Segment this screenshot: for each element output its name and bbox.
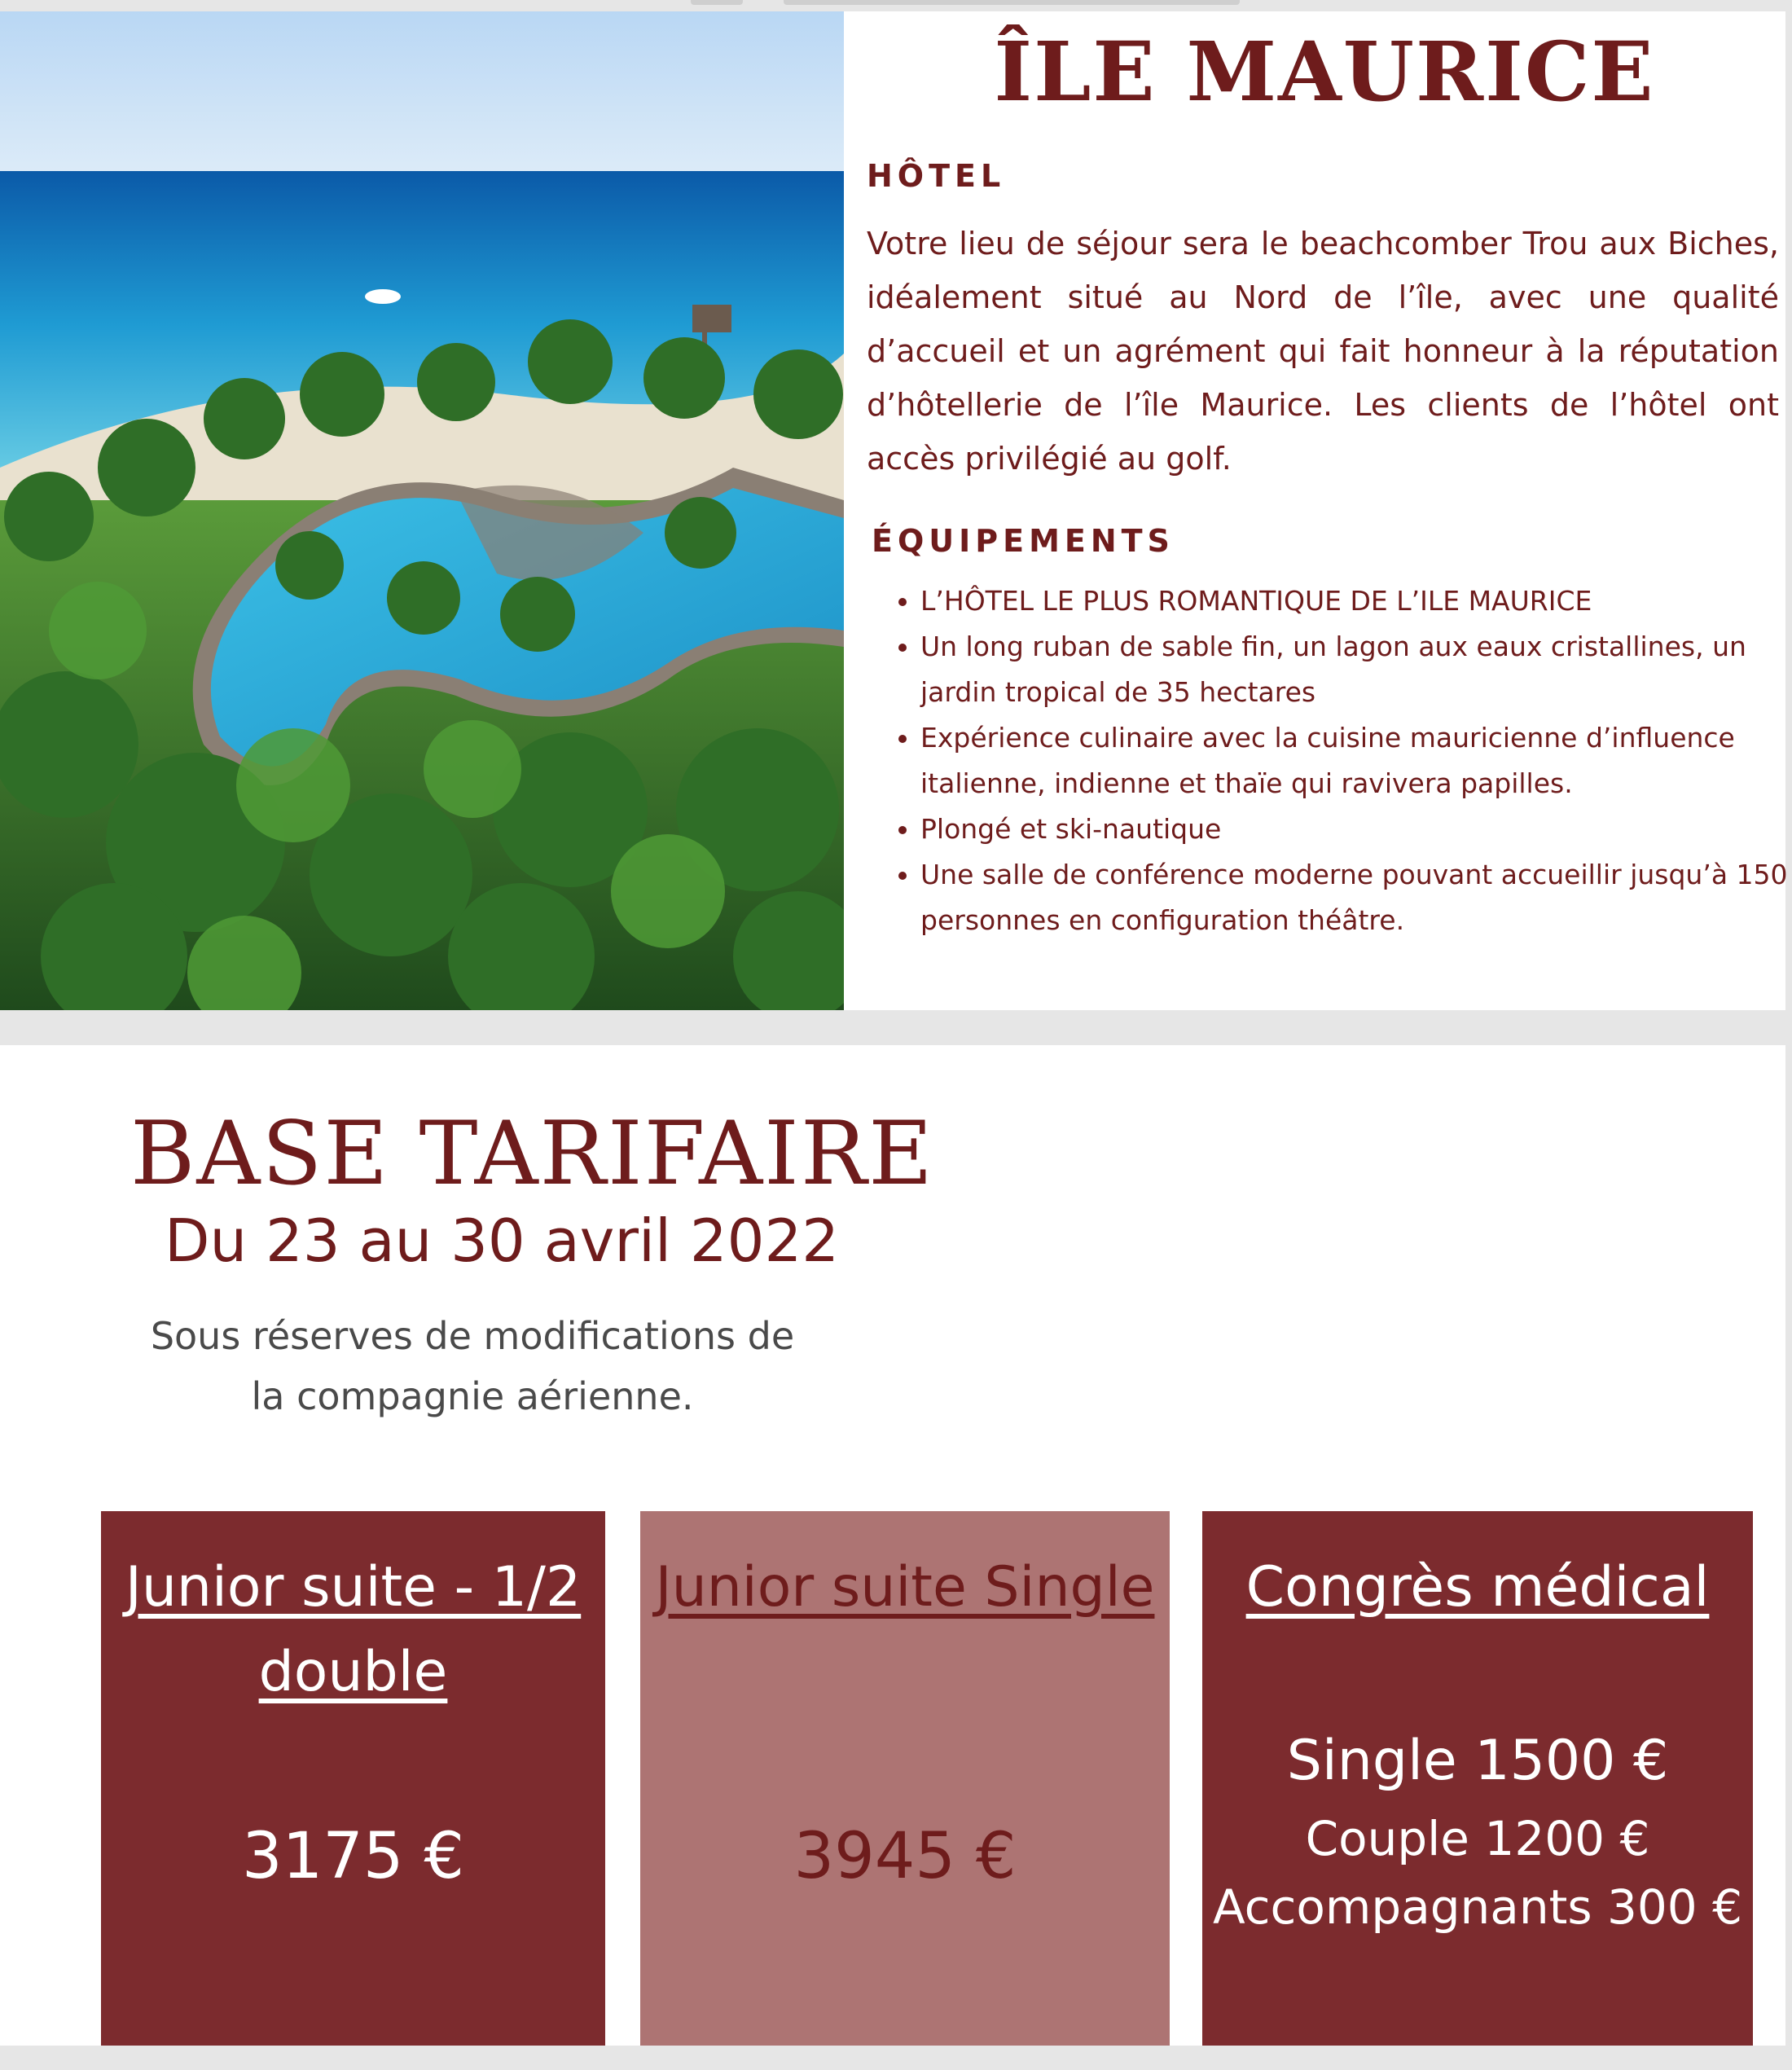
card-title: Junior suite Single [655,1555,1155,1620]
list-item: • Un long ruban de sable fin, un lagon aux eaux cristallines, un jardin tropical de 35 hectares [920,624,1792,715]
list-item: • L’HÔTEL LE PLUS ROMANTIQUE DE L’ILE MAURICE [920,578,1792,624]
price-card-junior-suite-double [101,1511,605,2046]
card-title: Junior suite - 1/2 double [125,1555,582,1704]
viewer-tab[interactable] [691,0,743,5]
pricing-dates: Du 23 au 30 avril 2022 [165,1206,840,1275]
list-item: • Une salle de conférence moderne pouvant accueillir jusqu’à 150 personnes en configuration théâtre. [920,852,1792,943]
hotel-description: Votre lieu de séjour sera le beachcomber Trou aux Biches, idéalement situé au Nord de l’île, avec une qualité d’accueil et un agrément qui fait honneur à la réputation d’hôtellerie de l’île Maurice. Les clients de l’hôtel ont accès privilégié au golf. [867,226,1779,477]
card-price: 3945 € [793,1820,1017,1893]
price-couple: Couple 1200 € [1305,1811,1650,1866]
equipments-heading: ÉQUIPEMENTS [872,523,1175,559]
price-accompagnants: Accompagnants 300 € [1212,1879,1743,1935]
hotel-heading: HÔTEL [867,158,1006,194]
pricing-note: Sous réserves de modifications de la compagnie aérienne. [150,1314,795,1418]
list-item: • Expérience culinaire avec la cuisine mauricienne d’influence italienne, indienne et thaïe qui ravivera papilles. [920,715,1792,806]
card-price: 3175 € [242,1820,464,1893]
list-item: • Plongé et ski-nautique [920,806,1792,852]
equipments-list [888,578,1792,943]
viewer-tab-strip [0,0,1792,10]
card-title: Congrès médical [1245,1555,1710,1620]
viewer-tab[interactable] [784,0,1240,5]
document-page-pricing [0,1045,1785,2046]
document-page-hotel [0,11,1788,1010]
price-card-junior-suite-single [640,1511,1170,2046]
resort-pool-aerial-photo [0,11,844,1010]
pricing-title: BASE TARIFAIRE [130,1103,934,1205]
page-title: ÎLE MAURICE [994,24,1655,120]
price-card-congres-medical [1202,1511,1753,2046]
price-single: Single 1500 € [1286,1729,1669,1793]
